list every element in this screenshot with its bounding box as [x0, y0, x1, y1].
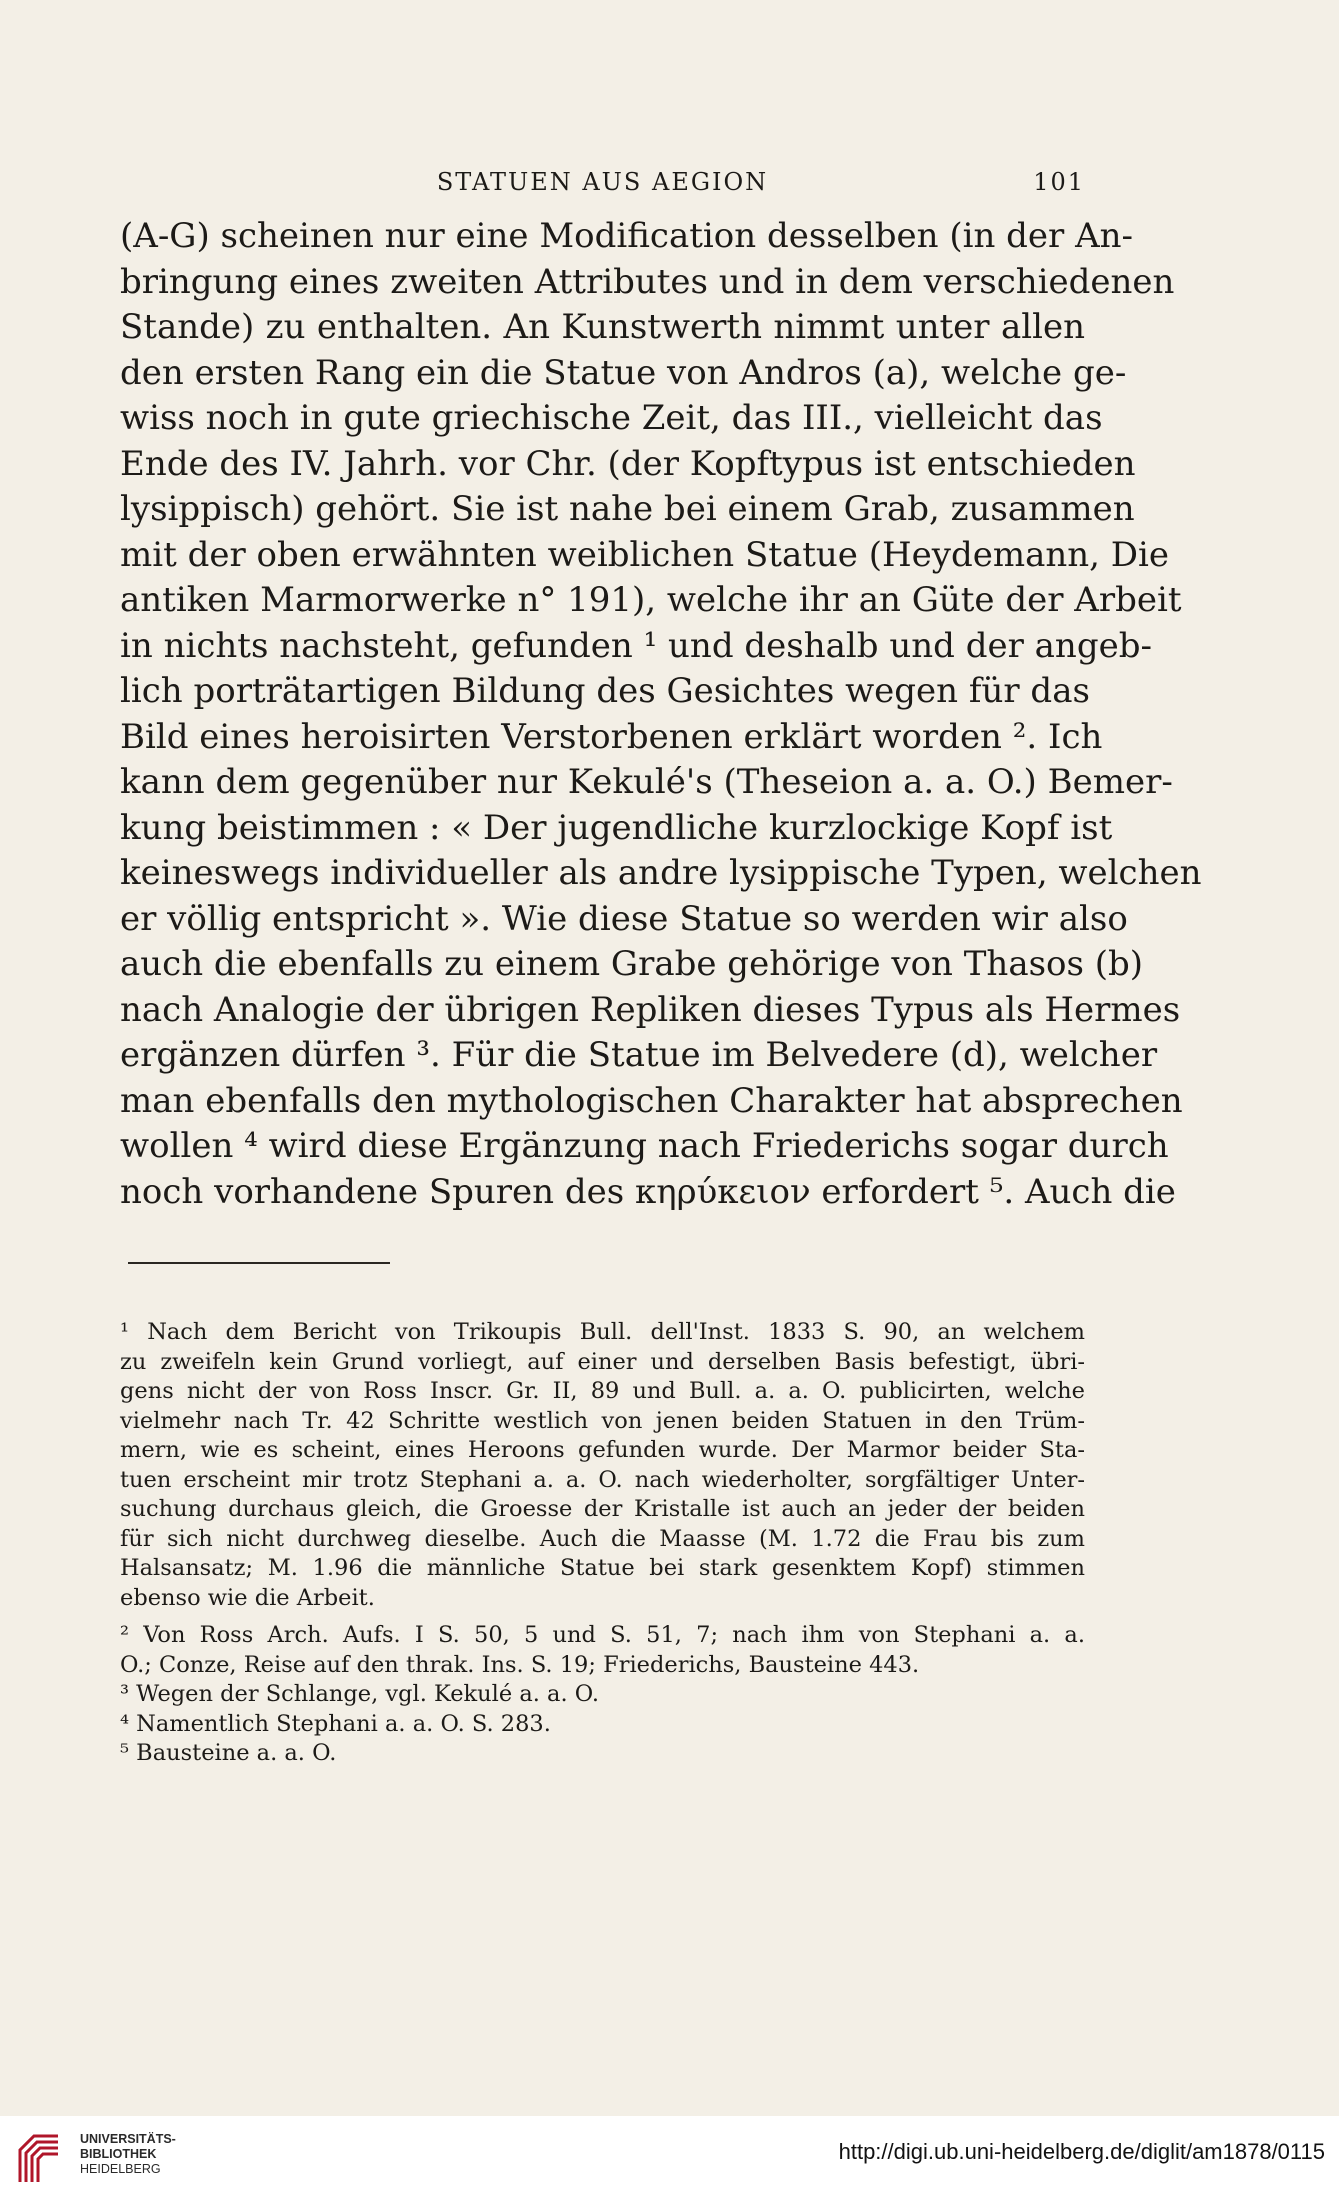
body-line: noch vorhandene Spuren des κηρύκειον erfordert ⁵. Auch die — [120, 1171, 1176, 1212]
footnote-1-line: ¹ Nach dem Bericht von Trikoupis Bull. dell'Inst. 1833 S. 90, an welchem — [120, 1319, 1085, 1345]
body-line: bringung eines zweiten Attributes und in dem verschiedenen — [120, 261, 1175, 302]
body-line: (A-G) scheinen nur eine Modification desselben (in der An- — [120, 216, 1134, 256]
body-line: in nichts nachsteht, gefunden ¹ und deshalb und der angeb- — [120, 625, 1152, 666]
body-line: antiken Marmorwerke n° 191), welche ihr an Güte der Arbeit — [120, 580, 1182, 620]
footnote-1-line: zu zweifeln kein Grund vorliegt, auf einer und derselben Basis befestigt, übri- — [120, 1348, 1085, 1375]
body-line: Stande) zu enthalten. An Kunstwerth nimmt unter allen — [120, 307, 1085, 347]
footnote-1-line: suchung durchaus gleich, die Groesse der Kristalle ist auch an jeder der beiden — [120, 1496, 1085, 1522]
footnote-1-line: mern, wie es scheint, eines Heroons gefunden wurde. Der Marmor beider Sta- — [120, 1437, 1085, 1463]
body-line: ergänzen dürfen ³. Für die Statue im Belvedere (d), welcher — [120, 1035, 1158, 1075]
footnote-4: ⁴ Namentlich Stephani a. a. O. S. 283. — [120, 1710, 551, 1737]
source-url-link[interactable]: http://digi.ub.uni-heidelberg.de/diglit/am1878/0115 — [838, 2139, 1325, 2164]
body-line: er völlig entspricht ». Wie diese Statue so werden wir also — [120, 898, 1128, 939]
body-line: nach Analogie der übrigen Repliken dieses Typus als Hermes — [120, 989, 1181, 1030]
running-head — [120, 168, 1085, 204]
body-line: Ende des IV. Jahrh. vor Chr. (der Kopftypus ist entschieden — [120, 443, 1136, 484]
footnotes — [120, 1318, 1085, 1769]
footnote-1-line: gens nicht der von Ross Inscr. Gr. II, 89 und Bull. a. a. O. publicirten, welche — [120, 1378, 1085, 1404]
footnote-1-line: vielmehr nach Tr. 42 Schritte westlich von jenen beiden Statuen in den Trüm- — [120, 1407, 1085, 1434]
body-line: man ebenfalls den mythologischen Charakter hat absprechen — [120, 1080, 1183, 1121]
body-line: lysippisch) gehört. Sie ist nahe bei einem Grab, zusammen — [120, 489, 1135, 529]
page-number: 101 — [1033, 168, 1085, 196]
footnote-1-line: Halsansatz; M. 1.96 die männliche Statue bei stark gesenktem Kopf) stimmen — [120, 1555, 1085, 1581]
footnote-1-line: für sich nicht durchweg dieselbe. Auch die Maasse (M. 1.72 die Frau bis zum — [120, 1525, 1085, 1552]
main-body-text — [120, 214, 1202, 1215]
logo-line-2: BIBLIOTHEK — [80, 2147, 157, 2161]
body-line: mit der oben erwähnten weiblichen Statue (Heydemann, Die — [120, 534, 1170, 575]
body-line: keineswegs individueller als andre lysippische Typen, welchen — [120, 853, 1202, 893]
library-logo[interactable] — [14, 2128, 174, 2188]
footnote-1-line: tuen erscheint mir trotz Stephani a. a. O. nach wiederholter, sorgfältiger Unter- — [120, 1466, 1085, 1493]
footnote-divider — [128, 1262, 390, 1264]
body-line: wiss noch in gute griechische Zeit, das III., vielleicht das — [120, 398, 1103, 438]
footnote-5: ⁵ Bausteine a. a. O. — [120, 1740, 337, 1766]
body-line: Bild eines heroisirten Verstorbenen erklärt worden ². Ich — [120, 716, 1103, 757]
body-line: kung beistimmen : « Der jugendliche kurzlockige Kopf ist — [120, 807, 1113, 848]
body-line: auch die ebenfalls zu einem Grabe gehörige von Thasos (b) — [120, 944, 1144, 984]
running-head-title: STATUEN AUS AEGION — [436, 168, 769, 196]
logo-line-1: UNIVERSITÄTS- — [80, 2132, 176, 2146]
footnote-3: ³ Wegen der Schlange, vgl. Kekulé a. a. O. — [120, 1681, 600, 1707]
library-logo-text — [80, 2132, 176, 2177]
body-line: kann dem gegenüber nur Kekulé's (Theseion a. a. O.) Bemer- — [120, 762, 1173, 802]
footnote-2-line: ² Von Ross Arch. Aufs. I S. 50, 5 und S. 51, 7; nach ihm von Stephani a. a. — [120, 1622, 1085, 1648]
footnote-1-line: ebenso wie die Arbeit. — [120, 1584, 375, 1611]
logo-line-3: HEIDELBERG — [80, 2162, 161, 2176]
body-line: wollen ⁴ wird diese Ergänzung nach Friederichs sogar durch — [120, 1126, 1169, 1166]
body-line: den ersten Rang ein die Statue von Andros (a), welche ge- — [120, 352, 1127, 393]
library-logo-icon — [14, 2128, 74, 2188]
body-line: lich porträtartigen Bildung des Gesichtes wegen für das — [120, 671, 1090, 711]
footnote-2-line: O.; Conze, Reise auf den thrak. Ins. S. 19; Friederichs, Bausteine 443. — [120, 1651, 920, 1678]
